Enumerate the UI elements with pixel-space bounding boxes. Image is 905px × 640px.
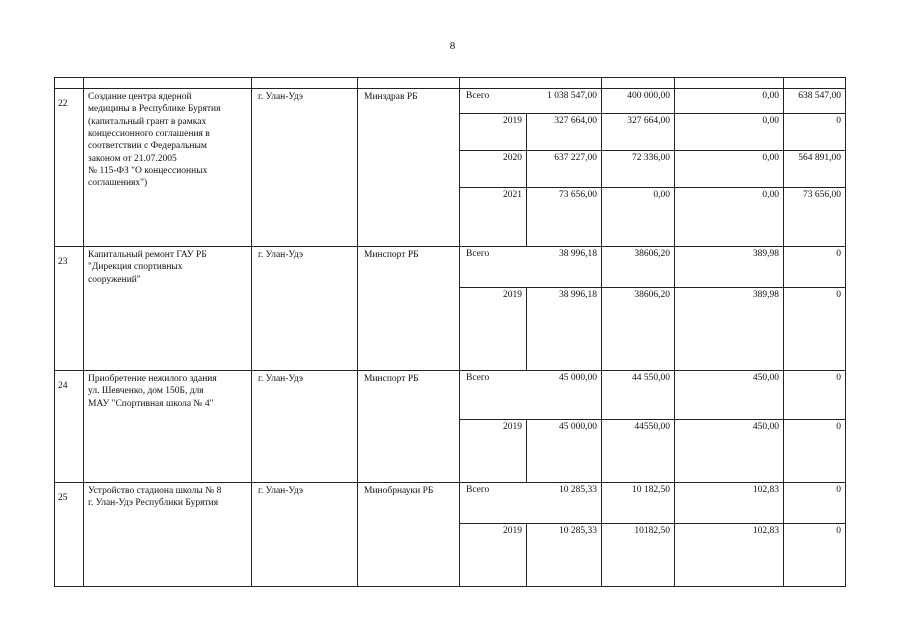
regional-value: 0,00 <box>762 153 779 163</box>
year-column-divider <box>526 419 527 482</box>
other-value: 0 <box>836 116 841 126</box>
total-value: 637 227,00 <box>554 153 597 163</box>
value-column-divider <box>674 187 675 246</box>
other-value: 564 891,00 <box>798 153 841 163</box>
total-value: 10 285,33 <box>559 526 597 536</box>
year-column-divider <box>526 287 527 370</box>
subrow-border <box>459 419 846 420</box>
year-label: Всего <box>466 485 490 495</box>
total-value: 10 285,33 <box>559 485 597 495</box>
object-name-line: Приобретение нежилого здания <box>88 374 217 384</box>
subrow-border <box>459 287 846 288</box>
object-name-line: "Дирекция спортивных <box>88 262 183 273</box>
federal-value: 10 182,50 <box>632 485 670 495</box>
column-divider <box>357 370 358 483</box>
ministry: Минздрав РБ <box>364 92 418 102</box>
other-value: 73 656,00 <box>803 190 841 200</box>
object-name-line: Создание центра ядерной <box>88 92 192 102</box>
other-value: 0 <box>836 422 841 432</box>
federal-value: 400 000,00 <box>627 91 670 101</box>
other-value: 0 <box>836 373 841 383</box>
object-name-line: законом от 21.07.2005 <box>88 153 177 164</box>
column-divider <box>459 482 460 587</box>
total-value: 38 996,18 <box>559 290 597 300</box>
ministry: Минобрнауки РБ <box>364 486 434 496</box>
year-label: Всего <box>466 249 490 259</box>
value-column-divider <box>783 187 784 246</box>
year-label: Всего <box>466 91 490 101</box>
year-column-divider <box>526 523 527 586</box>
column-divider <box>251 482 252 587</box>
subrow-border <box>459 150 846 151</box>
value-column-divider <box>601 113 602 150</box>
value-column-divider <box>783 370 784 419</box>
value-column-divider <box>783 246 784 287</box>
other-value: 0 <box>836 526 841 536</box>
object-name-line: Устройство стадиона школы № 8 <box>88 486 222 496</box>
regional-value: 0,00 <box>762 91 779 101</box>
value-column-divider <box>601 419 602 482</box>
column-divider <box>83 246 84 371</box>
object-name-line: Капитальный ремонт ГАУ РБ <box>88 250 207 260</box>
federal-value: 44550,00 <box>634 422 670 432</box>
year-label: 2019 <box>503 526 522 536</box>
header-column-divider <box>251 77 252 88</box>
year-label: 2019 <box>503 290 522 300</box>
location: г. Улан-Удэ <box>258 486 303 496</box>
total-value: 45 000,00 <box>559 422 597 432</box>
regional-value: 0,00 <box>762 190 779 200</box>
column-divider <box>83 88 84 247</box>
total-value: 38 996,18 <box>559 249 597 259</box>
value-column-divider <box>674 482 675 523</box>
value-column-divider <box>601 287 602 370</box>
year-label: Всего <box>466 373 490 383</box>
header-column-divider <box>83 77 84 88</box>
total-value: 73 656,00 <box>559 190 597 200</box>
object-name-line: сооружений" <box>88 274 141 285</box>
row-bottom-border <box>54 482 846 483</box>
federal-value: 38606,20 <box>634 249 670 259</box>
subrow-border <box>459 187 846 188</box>
object-name-line: г. Улан-Удэ Республики Бурятия <box>88 498 219 509</box>
regional-value: 389,98 <box>752 290 779 300</box>
row-number: 25 <box>58 493 68 503</box>
value-column-divider <box>601 88 602 113</box>
federal-value: 327 664,00 <box>627 116 670 126</box>
value-column-divider <box>783 523 784 586</box>
other-value: 638 547,00 <box>798 91 841 101</box>
value-column-divider <box>783 287 784 370</box>
column-divider <box>83 482 84 587</box>
value-column-divider <box>674 419 675 482</box>
total-value: 45 000,00 <box>559 373 597 383</box>
header-column-divider <box>357 77 358 88</box>
column-divider <box>357 246 358 371</box>
other-value: 0 <box>836 485 841 495</box>
value-column-divider <box>674 523 675 586</box>
value-column-divider <box>674 370 675 419</box>
object-name-line: соответствии с Федеральным <box>88 141 207 152</box>
value-column-divider <box>674 113 675 150</box>
total-value: 1 038 547,00 <box>547 91 597 101</box>
other-value: 0 <box>836 290 841 300</box>
column-divider <box>459 88 460 247</box>
regional-value: 389,98 <box>752 249 779 259</box>
column-divider <box>357 482 358 587</box>
column-divider <box>251 370 252 483</box>
column-divider <box>83 370 84 483</box>
value-column-divider <box>783 419 784 482</box>
object-name-line: (капитальный грант в рамках <box>88 116 207 127</box>
object-name-line: соглашениях") <box>88 178 148 189</box>
regional-value: 450,00 <box>752 373 779 383</box>
value-column-divider <box>674 287 675 370</box>
column-divider <box>251 246 252 371</box>
object-name-line: медицины в Республике Бурятия <box>88 104 221 115</box>
year-label: 2019 <box>503 116 522 126</box>
header-row-border <box>54 88 846 89</box>
page-number: 8 <box>449 40 456 52</box>
header-column-divider <box>674 77 675 88</box>
value-column-divider <box>601 187 602 246</box>
federal-value: 44 550,00 <box>632 373 670 383</box>
object-name-line: концессионного соглашения в <box>88 128 210 139</box>
year-column-divider <box>526 113 527 150</box>
column-divider <box>251 88 252 247</box>
ministry: Минспорт РБ <box>364 250 419 260</box>
year-label: 2020 <box>503 153 522 163</box>
regional-value: 450,00 <box>752 422 779 432</box>
location: г. Улан-Удэ <box>258 250 303 260</box>
column-divider <box>459 246 460 371</box>
value-column-divider <box>601 150 602 187</box>
federal-value: 38606,20 <box>634 290 670 300</box>
object-name-line: МАУ "Спортивная школа № 4" <box>88 398 214 409</box>
object-name-line: № 115-ФЗ "О концессионных <box>88 165 208 176</box>
other-value: 0 <box>836 249 841 259</box>
location: г. Улан-Удэ <box>258 374 303 384</box>
regional-value: 102,83 <box>752 526 779 536</box>
value-column-divider <box>601 246 602 287</box>
row-bottom-border <box>54 246 846 247</box>
location: г. Улан-Удэ <box>258 92 303 102</box>
row-bottom-border <box>54 370 846 371</box>
subrow-border <box>459 523 846 524</box>
year-label: 2021 <box>503 190 522 200</box>
row-number: 23 <box>58 257 68 267</box>
header-column-divider <box>783 77 784 88</box>
row-number: 24 <box>58 381 68 391</box>
row-bottom-border <box>54 586 846 587</box>
federal-value: 0,00 <box>653 190 670 200</box>
value-column-divider <box>783 113 784 150</box>
year-column-divider <box>526 150 527 187</box>
regional-value: 0,00 <box>762 116 779 126</box>
year-label: 2019 <box>503 422 522 432</box>
row-number: 22 <box>58 99 68 109</box>
federal-value: 10182,50 <box>634 526 670 536</box>
regional-value: 102,83 <box>752 485 779 495</box>
column-divider <box>357 88 358 247</box>
value-column-divider <box>674 88 675 113</box>
table-left-border <box>54 77 55 587</box>
value-column-divider <box>601 370 602 419</box>
ministry: Минспорт РБ <box>364 374 419 384</box>
total-value: 327 664,00 <box>554 116 597 126</box>
table-right-border <box>845 77 846 587</box>
value-column-divider <box>783 150 784 187</box>
value-column-divider <box>674 246 675 287</box>
year-column-divider <box>526 187 527 246</box>
value-column-divider <box>674 150 675 187</box>
value-column-divider <box>783 88 784 113</box>
object-name-line: ул. Шевченко, дом 150Б, для <box>88 386 204 397</box>
federal-value: 72 336,00 <box>632 153 670 163</box>
subrow-border <box>459 113 846 114</box>
value-column-divider <box>783 482 784 523</box>
header-column-divider <box>601 77 602 88</box>
value-column-divider <box>601 482 602 523</box>
value-column-divider <box>601 523 602 586</box>
table-top-border <box>54 77 846 78</box>
column-divider <box>459 370 460 483</box>
header-column-divider <box>459 77 460 88</box>
